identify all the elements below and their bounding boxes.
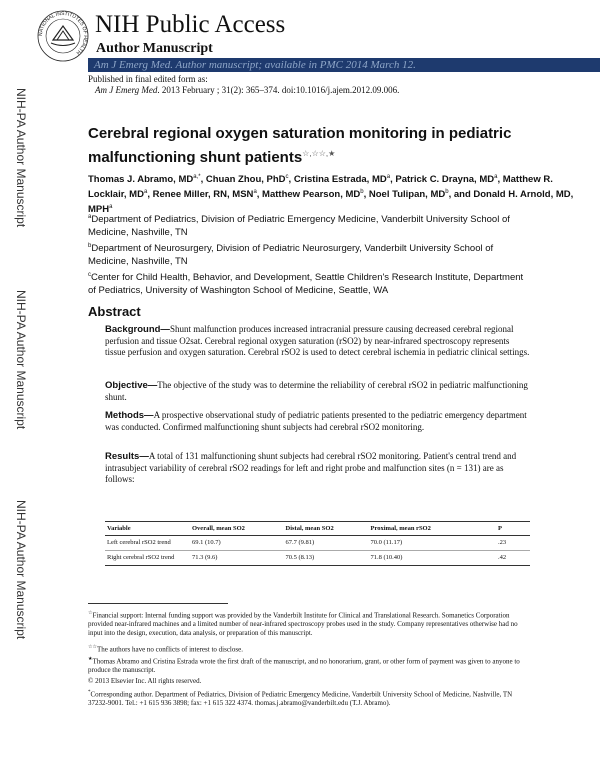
table-cell: 70.5 (8.13) [284, 551, 369, 566]
footnote-divider [88, 603, 228, 604]
side-label-2: NIH-PA Author Manuscript [14, 290, 28, 430]
results-table [105, 521, 530, 566]
article-title: Cerebral regional oxygen saturation monitoring in pediatric malfunctioning shunt patients☆,☆☆,★ [88, 125, 512, 166]
copyright: © 2013 Elsevier Inc. All rights reserved. [88, 677, 202, 685]
nih-public-access-title: NIH Public Access [95, 11, 286, 38]
table-header: P [496, 522, 530, 536]
logo-ring-text: NATIONAL INSTITUTES OF HEALTH [37, 10, 89, 56]
footnote-funding: ☆Financial support: Internal funding support was provided by the Vanderbilt Institute for Clinical and Translational Research. Somanetics Corporation provided near-infrared machines and a limited number of near-infrared spectroscopy probes used in the study. Company representatives otherwise had no input into the design, execution, data analysis, or preparation of this manuscript. [88, 611, 518, 638]
table-cell: 67.7 (9.81) [284, 536, 369, 551]
affiliation-c: $^c$Center for Child Health, Behavior, and Development, Seattle Children's Research Institute, Department of Pediatrics, University of Washington School of Medicine, Seattle, WA [88, 272, 524, 297]
abstract-background: Background—Shunt malfunction produces increased intracranial pressure causing decreased cerebral regional perfusion and tissue O2sat. Cerebral regional oxygen saturation (rSO2) by near-infrared spectroscopy represents tissue perfusion and oxygen saturation. Cerebral rSO2 is used to detect cerebral ischemia in pediatric clinical settings. [105, 324, 530, 357]
table-cell: 71.8 (10.40) [369, 551, 497, 566]
side-label-3: NIH-PA Author Manuscript [14, 500, 28, 640]
table-row [105, 551, 530, 566]
table-cell: Left cerebral rSO2 trend [105, 536, 190, 551]
table-cell: .42 [496, 551, 530, 566]
table-header: Proximal, mean rSO2 [369, 522, 497, 536]
table-cell: 71.3 (9.6) [190, 551, 284, 566]
side-label-1: NIH-PA Author Manuscript [14, 88, 28, 228]
published-note: Published in final edited form as: [88, 74, 208, 84]
table-header: Distal, mean SO2 [284, 522, 369, 536]
table-header: Overall, mean SO2 [190, 522, 284, 536]
table-header: Variable [105, 522, 190, 536]
author-list: Thomas J. Abramo, $MD^{a,*}$, Chuan Zhou, PhD$^c$, Cristina Estrada, $MD^a$, Patrick C. Drayna, $MD^a$, Matthew R. Locklair, $MD^a$, Renee Miller, RN, MSN$^a$, Matthew Pearson, $MD^b$, Noel Tulipan, $MD^b$, and Donald H. Arnold, MD, MPH$^a$ [88, 174, 574, 216]
affiliation-b: $^b$Department of Neurosurgery, Division of Pediatric Neurosurgery, Vanderbilt University School of Medicine, Nashville, TN [88, 243, 494, 268]
nih-logo [37, 10, 89, 62]
table-cell: 69.1 (10.7) [190, 536, 284, 551]
abstract-results: Results—A total of 131 malfunctioning shunt subjects had cerebral rSO2 monitoring. Patient's central trend and intrasubject variability of cerebral rSO2 readings for left and right probe and malfunction sites (n = 131) are as follows: [105, 451, 517, 484]
table-cell: Right cerebral rSO2 trend [105, 551, 190, 566]
table-cell: .23 [496, 536, 530, 551]
table-header-row [105, 522, 530, 536]
journal-name: Am J Emerg Med [95, 85, 158, 95]
affiliation-a: $^a$Department of Pediatrics, Division of Pediatric Emergency Medicine, Vanderbilt University School of Medicine, Nashville, TN [88, 214, 510, 239]
citation-line [95, 85, 399, 95]
footnote-corresponding: *Corresponding author. Department of Pediatrics, Division of Pediatric Emergency Medicine, Vanderbilt University School of Medicine, Nashville, TN 37232-9001. Tel.: +1 615 936 3898; fax: +1 615 322 4374. thomas.j.abramo@vanderbilt.edu (T.J. Abramo). [88, 690, 513, 708]
table-cell: 70.0 (11.17) [369, 536, 497, 551]
citation-details: . 2013 February ; 31(2): 365–374. doi:10.1016/j.ajem.2012.09.006. [157, 85, 400, 95]
abstract-heading: Abstract [88, 304, 141, 319]
header-bar [88, 58, 600, 72]
abstract-objective: Objective—The objective of the study was to determine the reliability of cerebral rSO2 in pediatric malfunctioning shunt. [105, 380, 528, 402]
footnote-conflicts: ☆☆The authors have no conflicts of interest to disclose. [88, 645, 243, 654]
availability-text: Am J Emerg Med. Author manuscript; available in PMC 2014 March 12. [94, 59, 416, 71]
footnote-authorship: ★Thomas Abramo and Cristina Estrada wrote the first draft of the manuscript, and no honorarium, grant, or other form of payment was given to anyone to produce the manuscript. [88, 657, 520, 675]
title-footnote-marks: ☆,☆☆,★ [302, 149, 336, 158]
table-row [105, 536, 530, 551]
author-manuscript-label: Author Manuscript [96, 41, 213, 56]
abstract-methods: Methods—A prospective observational study of pediatric patients presented to the pediatric emergency department was conducted. Confirmed malfunctioning shunt subjects had cerebral rSO2 monitoring. [105, 410, 527, 432]
